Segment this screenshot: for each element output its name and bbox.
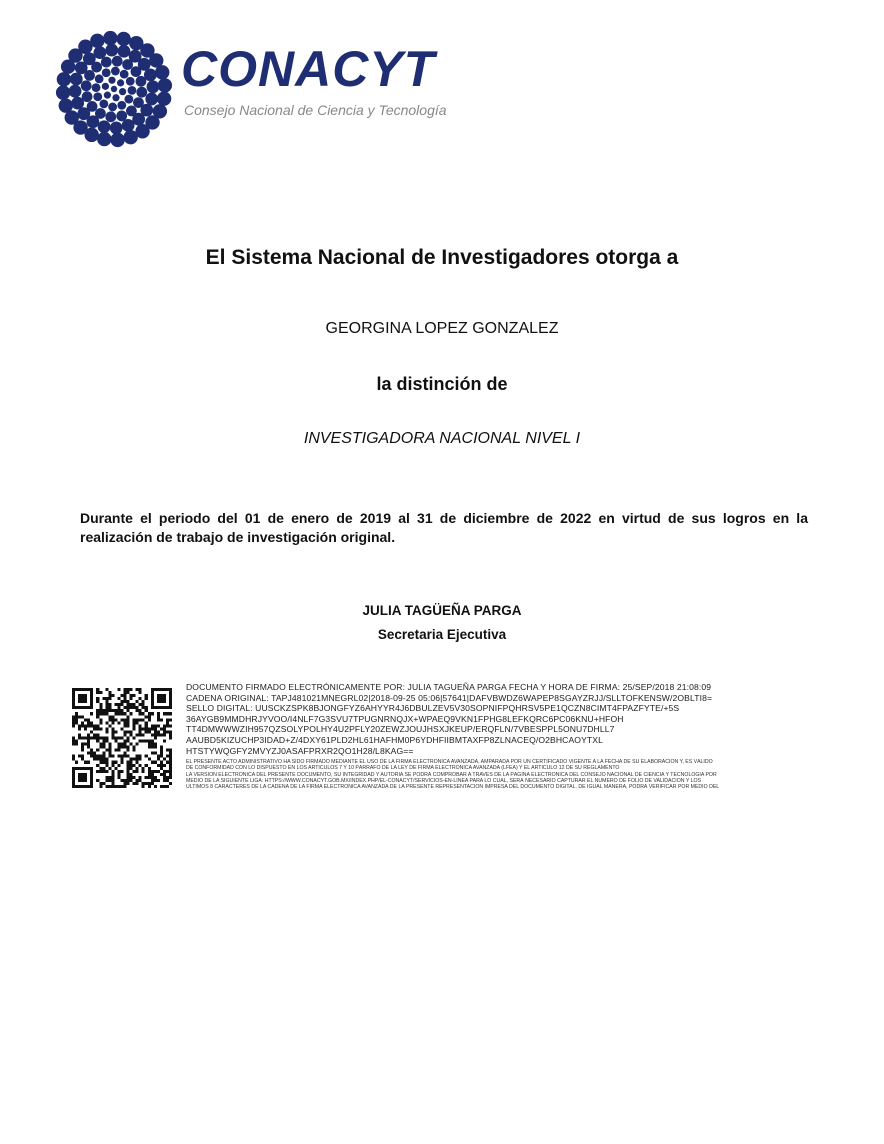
digital-seal-line: 36AYGB9MMDHRJYVOO/I4NLF7G3SVU7TPUGNRNQJX+WPAEQ9VKN1FPHG8LEFKQRC6PC06KNU+HFOH bbox=[186, 713, 624, 724]
distinction-level: INVESTIGADORA NACIONAL NIVEL I bbox=[303, 430, 581, 447]
conacyt-logo bbox=[55, 30, 475, 150]
recipient-name: GEORGINA LOPEZ GONZALEZ bbox=[325, 320, 559, 337]
legal-notice-line: EL PRESENTE ACTO ADMINISTRATIVO HA SIDO FIRMADO MEDIANTE EL USO DE LA FIRMA ELECTRÓNICA AVANZADA, AMPARADA POR UN CERTIFICADO VIGENTE A LA FECHA DE SU ELABORACIÓN Y, ES VÁLIDO bbox=[186, 759, 713, 766]
conacyt-dots-emblem-icon bbox=[55, 30, 173, 148]
original-chain-line: CADENA ORIGINAL: TAPJ481021MNEGRL02|2018-09-25 05:06|57641|DAFVBWDZ6WAPEP8SGAYZRJJ/SLLTOFKENSW/2OBLTI8= bbox=[186, 692, 713, 703]
signatory-role: Secretaria Ejecutiva bbox=[377, 627, 507, 642]
digital-seal-line: AAUBD5KIZUCHP3IDAD+Z/4DXY61PLD2HL61HAFHM0P6YDHFIIBMTAXFP8ZLNACEQ/O2BHCAOYTXL bbox=[186, 734, 603, 745]
digital-seal-line: SELLO DIGITAL: UUSCKZSPK8BJONGFYZ6AHYYR4J6DBULZEV5V30SOPNIFPQHRSV5PE1QCZN8CIMT4FPAZFYTE/+5S bbox=[186, 703, 680, 714]
period-paragraph: Durante el periodo del 01 de enero de 2019 al 31 de diciembre de 2022 en virtud de sus logros en la realización de trabajo de investigación original. bbox=[80, 510, 808, 545]
legal-notice-line: DE CONFORMIDAD CON LO DISPUESTO EN LOS ARTÍCULOS 7 Y 10 PÁRRAFO DE LA LEY DE FIRMA ELECTRÓNICA AVANZADA (LFEA) Y EL ARTÍCULO 12 DE SU REGLAMENTO bbox=[186, 765, 620, 772]
legal-notice bbox=[186, 759, 806, 790]
signed-by-line: DOCUMENTO FIRMADO ELECTRÓNICAMENTE POR: JULIA TAGUEÑA PARGA FECHA Y HORA DE FIRMA: 25/SEP/2018 21:08:09 bbox=[186, 682, 712, 692]
electronic-signature-block bbox=[186, 682, 806, 790]
signatory-name: JULIA TAGÜEÑA PARGA bbox=[362, 603, 522, 618]
logo-subtitle: Consejo Nacional de Ciencia y Tecnología bbox=[184, 102, 447, 118]
certificate-heading: El Sistema Nacional de Investigadores otorga a bbox=[205, 246, 679, 269]
logo-wordmark: CONACYT bbox=[181, 41, 436, 97]
digital-seal-line: HTSTYWQGFY2MVYZJ0ASAFPRXR2QO1H28/L8KAG== bbox=[186, 745, 414, 756]
distinction-label: la distinción de bbox=[376, 374, 508, 394]
legal-notice-line: ÚLTIMOS 8 CARACTERES DE LA CADENA DE LA FIRMA ELECTRÓNICA AVANZADA DE LA PRESENTE REPRESENTACIÓN IMPRESA DEL DOCUMENTO DIGITAL. DE IGUAL MANERA, PODRÁ VERIFICAR POR MEDIO DEL bbox=[186, 783, 720, 790]
legal-notice-line: MEDIO DE LA SIGUIENTE LIGA: HTTPS://WWW.CONACYT.GOB.MX/INDEX.PHP/EL-CONACYT/SERVICIOS-EN-LINEA PARA LO CUAL, SERÁ NECESARIO CAPTURAR EL NÚMERO DE FOLIO DE VALIDACIÓN Y LOS bbox=[186, 777, 702, 784]
digital-seal-line: TT4DMWWWZIH957QZSOLYPOLHY4U2PFLY20ZEWZJOUJHSXJKEUP/ERQFLN/7VBESPPL5ONU7DHLL7 bbox=[186, 724, 615, 735]
qr-code-icon bbox=[72, 688, 172, 788]
legal-notice-line: LA VERSIÓN ELECTRÓNICA DEL PRESENTE DOCUMENTO, SU INTEGRIDAD Y AUTORÍA SE PODRÁ COMPROBAR A TRAVÉS DE LA PÁGINA ELECTRÓNICA DEL CONSEJO NACIONAL DE CIENCIA Y TECNOLOGÍA POR bbox=[186, 771, 717, 778]
